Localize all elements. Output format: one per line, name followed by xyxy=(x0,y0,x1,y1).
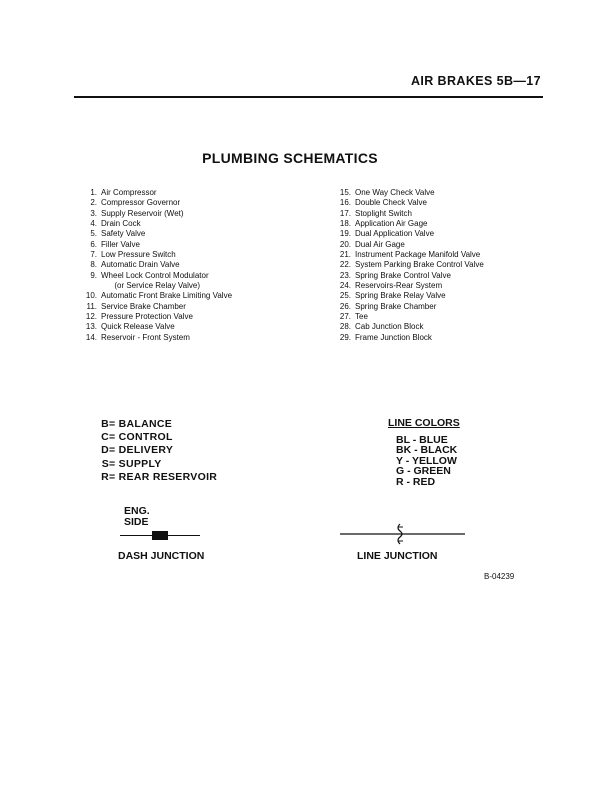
part-name: Spring Brake Relay Valve xyxy=(355,291,446,301)
part-number: 6. xyxy=(90,239,97,249)
part-name: Quick Release Valve xyxy=(101,322,175,332)
parts-list-item xyxy=(77,302,232,312)
part-number: 11. xyxy=(86,301,97,311)
part-number: 27. xyxy=(339,312,351,322)
part-name: System Parking Brake Control Valve xyxy=(355,260,484,270)
parts-list-item xyxy=(77,219,232,229)
part-name: Automatic Front Brake Limiting Valve xyxy=(101,291,233,301)
part-number: 13. xyxy=(85,322,97,332)
parts-list-item xyxy=(331,240,484,250)
parts-list-item xyxy=(77,188,232,198)
part-name: Low Pressure Switch xyxy=(101,250,176,260)
part-number: 4. xyxy=(90,219,97,229)
line-code-meaning: = CONTROL xyxy=(109,431,173,444)
part-name: Reservoirs-Rear System xyxy=(355,281,443,291)
parts-list-item xyxy=(331,209,484,219)
parts-list-item xyxy=(77,260,232,270)
line-code-letter: D xyxy=(101,444,109,457)
parts-list-item xyxy=(331,281,484,291)
line-color-item: R - RED xyxy=(396,475,436,488)
line-code-item xyxy=(99,458,217,471)
parts-list-item xyxy=(331,322,484,332)
line-color-item: G - GREEN xyxy=(396,465,451,478)
part-name: Supply Reservoir (Wet) xyxy=(101,208,184,218)
part-number: 23. xyxy=(339,270,351,280)
part-number: 19. xyxy=(339,229,351,239)
part-name: Filler Valve xyxy=(101,239,140,249)
page-title: PLUMBING SCHEMATICS xyxy=(202,150,378,166)
line-code-letter: S xyxy=(101,457,109,470)
part-name: Spring Brake Chamber xyxy=(355,301,437,311)
line-code-item xyxy=(99,431,217,444)
parts-list-item xyxy=(77,198,232,208)
line-code-legend xyxy=(99,418,217,484)
parts-list-item xyxy=(331,302,484,312)
part-number: 21. xyxy=(339,250,351,260)
figure-id: B-04239 xyxy=(484,572,515,581)
line-code-meaning: = REAR RESERVOIR xyxy=(109,470,218,483)
part-name: Instrument Package Manifold Valve xyxy=(355,250,481,260)
part-name: Stoplight Switch xyxy=(355,208,412,218)
part-number: 3. xyxy=(90,208,97,218)
parts-list-item xyxy=(77,281,232,291)
parts-list-item xyxy=(77,271,232,281)
part-number: 12. xyxy=(85,312,97,322)
part-number: 5. xyxy=(90,229,97,239)
parts-list-item xyxy=(331,333,484,343)
part-number: 28. xyxy=(339,322,351,332)
part-name: One Way Check Valve xyxy=(355,188,435,197)
part-number: 9. xyxy=(90,270,97,280)
part-number: 15. xyxy=(339,188,351,197)
part-number: 10. xyxy=(85,291,97,301)
line-code-item xyxy=(99,471,217,484)
dash-junction-block-symbol xyxy=(152,531,168,540)
part-name: Double Check Valve xyxy=(355,198,427,208)
part-name: Cab Junction Block xyxy=(355,322,424,332)
parts-list-right xyxy=(331,188,484,343)
line-code-letter: R xyxy=(101,470,109,483)
line-color-item: BL - BLUE xyxy=(396,434,448,446)
part-name: Service Brake Chamber xyxy=(101,301,186,311)
line-code-meaning: = SUPPLY xyxy=(109,457,162,470)
part-name: (or Service Relay Valve) xyxy=(101,281,200,291)
parts-list-item xyxy=(77,229,232,239)
header-divider xyxy=(74,96,543,98)
part-name: Tee xyxy=(355,312,368,322)
parts-list-item xyxy=(77,312,232,322)
part-number: 14. xyxy=(85,332,97,342)
part-number: 24. xyxy=(339,281,351,291)
part-name: Dual Air Gage xyxy=(355,239,405,249)
part-number: 25. xyxy=(339,291,351,301)
part-number: 18. xyxy=(339,219,351,229)
part-name: Air Compressor xyxy=(101,188,157,197)
part-number: 1. xyxy=(90,188,97,197)
parts-list-item xyxy=(77,322,232,332)
parts-list-item xyxy=(331,260,484,270)
part-name: Safety Valve xyxy=(101,229,146,239)
dash-junction-caption: DASH JUNCTION xyxy=(118,550,205,562)
part-name: Drain Cock xyxy=(101,219,141,229)
line-code-meaning: = BALANCE xyxy=(109,418,173,430)
parts-list-item xyxy=(77,209,232,219)
part-number: 22. xyxy=(339,260,351,270)
line-junction-symbol xyxy=(340,520,470,550)
part-number: 29. xyxy=(339,332,351,342)
eng-side-label xyxy=(124,506,150,528)
part-number: 8. xyxy=(90,260,97,270)
part-number: 2. xyxy=(90,198,97,208)
part-name: Reservoir - Front System xyxy=(101,332,190,342)
part-number: 16. xyxy=(339,198,351,208)
part-number: 17. xyxy=(339,208,351,218)
line-code-letter: C xyxy=(101,431,109,444)
parts-list-item xyxy=(331,250,484,260)
line-code-letter: B xyxy=(101,418,109,430)
parts-list-item xyxy=(331,219,484,229)
part-number: 7. xyxy=(90,250,97,260)
part-name: Wheel Lock Control Modulator xyxy=(101,270,209,280)
parts-list-item xyxy=(331,188,484,198)
line-code-item xyxy=(99,444,217,457)
part-name: Application Air Gage xyxy=(355,219,428,229)
line-code-item xyxy=(99,418,217,431)
parts-list-item xyxy=(331,271,484,281)
line-colors-title: LINE COLORS xyxy=(388,417,460,429)
parts-list-item xyxy=(331,229,484,239)
line-junction-caption: LINE JUNCTION xyxy=(357,550,438,562)
parts-list-item xyxy=(77,333,232,343)
parts-list-item xyxy=(331,291,484,301)
part-name: Pressure Protection Valve xyxy=(101,312,193,322)
parts-list-left xyxy=(77,188,232,343)
page-header-title: AIR BRAKES 5B—17 xyxy=(410,74,541,88)
part-name: Dual Application Valve xyxy=(355,229,435,239)
parts-list-item xyxy=(331,198,484,208)
part-number: 26. xyxy=(339,301,351,311)
parts-list-item xyxy=(77,291,232,301)
part-name: Spring Brake Control Valve xyxy=(355,270,451,280)
side-label: SIDE xyxy=(124,516,149,528)
parts-list-item xyxy=(331,312,484,322)
line-code-meaning: = DELIVERY xyxy=(109,444,174,457)
line-color-item: BK - BLACK xyxy=(396,444,458,457)
line-colors-list xyxy=(396,435,457,487)
line-color-item: Y - YELLOW xyxy=(396,454,457,467)
parts-list-item xyxy=(77,240,232,250)
part-name: Frame Junction Block xyxy=(355,332,432,342)
parts-list-item xyxy=(77,250,232,260)
eng-label: ENG. xyxy=(124,505,150,517)
part-name: Compressor Governor xyxy=(101,198,181,208)
part-name: Automatic Drain Valve xyxy=(101,260,180,270)
part-number: 20. xyxy=(339,239,351,249)
